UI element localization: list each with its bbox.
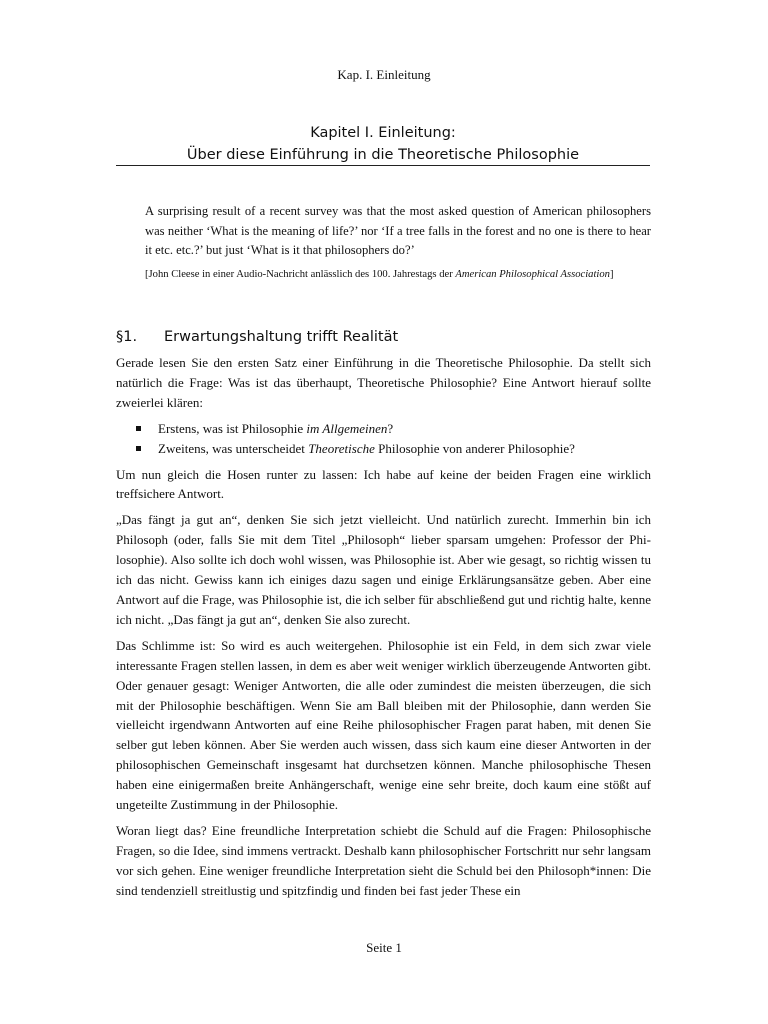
- paragraph-1: Gerade lesen Sie den ersten Satz einer Einführung in die Theoretische Philosophie. Da stellt sich natürlich die Frage: Was ist das überhaupt, Theoretische Philosophie? Eine Antwort hierauf sollte zweierlei klären:: [116, 355, 651, 410]
- section-number: §1.: [116, 329, 138, 345]
- bullet-item-2: [136, 439, 651, 459]
- bullet-2-text: Zweitens, was unterscheidet: [158, 440, 309, 456]
- paragraph-2: Um nun gleich die Hosen runter zu lassen: Ich habe auf keine der beiden Fragen eine wirklich treffsichere Antwort.: [116, 466, 651, 502]
- epigraph-attribution: [145, 267, 665, 283]
- bullet-item-1: [136, 419, 651, 439]
- epigraph-quote: A surprising result of a recent survey was that the most asked question of American philosophers was neither ‘What is the meaning of life?’ nor ‘If a tree falls in the forest and no one is there to hear it etc. etc.?’ but just ‘What is it that philosophers do?’: [145, 204, 651, 257]
- attribution-italic: American Philosophical Association: [455, 269, 610, 280]
- page-number: Seite 1: [366, 940, 402, 955]
- chapter-title-line2: Über diese Einführung in die Theoretische Philosophie: [186, 147, 580, 163]
- square-bullet-icon: [136, 446, 141, 451]
- paragraph-4: Das Schlimme ist: So wird es auch weitergehen. Philosophie ist ein Feld, in dem sich zwar viele interessante Fragen stellen lassen, in dem es aber weit weniger wirklich überzeugende Antworten gibt. Oder genauer gesagt: Weniger Antworten, die alle oder zumindest die meisten überzeugen, die sich mit der Philosophie beschäftigen. Wenn Sie am Ball bleiben mit der Philosophie, dann werden Sie vielleicht irgendwann Antworten auf eine Reihe philosophischer Fragen parat haben, mit denen Sie selber gut leben können. Aber Sie werden auch wissen, dass sich kaum eine dieser Antworten in der philosophischen Gemeinschaft insgesamt hat durchsetzen können. Manche philosophische Thesen haben eine einigermaßen breite Anhängerschaft, wenige eine sehr breite, doch kaum eine stößt auf ungeteilte Zustimmung in der Philosophie.: [116, 637, 651, 813]
- bullet-2-italic: Theoretische: [308, 440, 375, 456]
- body-text: [116, 353, 651, 907]
- chapter-title-line1: Kapitel I. Einleitung:: [310, 125, 456, 141]
- chapter-title-rule: [116, 165, 650, 166]
- paragraph-5: Woran liegt das? Eine freundliche Interpretation schiebt die Schuld auf die Fragen: Philosophische Fragen, so die Idee, sind immens vertrackt. Deshalb kann philosophischer Fortschritt nur sehr langsam vor sich gehen. Eine weniger freundliche Interpretation sieht die Schuld bei den Philosoph*innen: Die sind tendenziell streitlustig und spitzfindig und finden bei fast jeder These ein: [116, 822, 651, 898]
- bullet-1-italic: im Allgemeinen: [306, 420, 388, 436]
- bullet-1-text: Erstens, was ist Philosophie: [158, 420, 307, 436]
- running-head: Kap. I. Einleitung: [337, 67, 431, 82]
- section-heading: [116, 326, 650, 348]
- attribution-suffix: ]: [609, 269, 614, 280]
- square-bullet-icon: [136, 426, 141, 431]
- bullet-2-suffix: Philosophie von anderer Philosophie?: [374, 440, 575, 456]
- chapter-title: [116, 122, 650, 166]
- attribution-prefix: [John Cleese in einer Audio-Nachricht anlässlich des 100. Jahrestags der: [145, 269, 456, 280]
- bullet-1-suffix: ?: [387, 420, 394, 436]
- paragraph-3: „Das fängt ja gut an“, denken Sie sich jetzt vielleicht. Und natürlich zurecht. Immerhin bin ich Philosoph (oder, falls Sie mit dem Titel „Philosoph“ lieber sparsam umgehen: Professor der Philosophie). Also sollte ich doch wohl wissen, was Philosophie ist. Aber wie gesagt, so richtig wissen tu ich das nicht. Gewiss kann ich einiges dazu sagen und einige Erklärungsansätze geben. Aber eine Antwort auf die Frage, was Philosophie ist, die ich selber für abschließend gut und richtig halte, kenne ich nicht. „Das fängt ja gut an“, denken Sie also zurecht.: [116, 512, 651, 627]
- section-title: Erwartungshaltung trifft Realität: [164, 329, 399, 345]
- bullet-list: [116, 419, 651, 459]
